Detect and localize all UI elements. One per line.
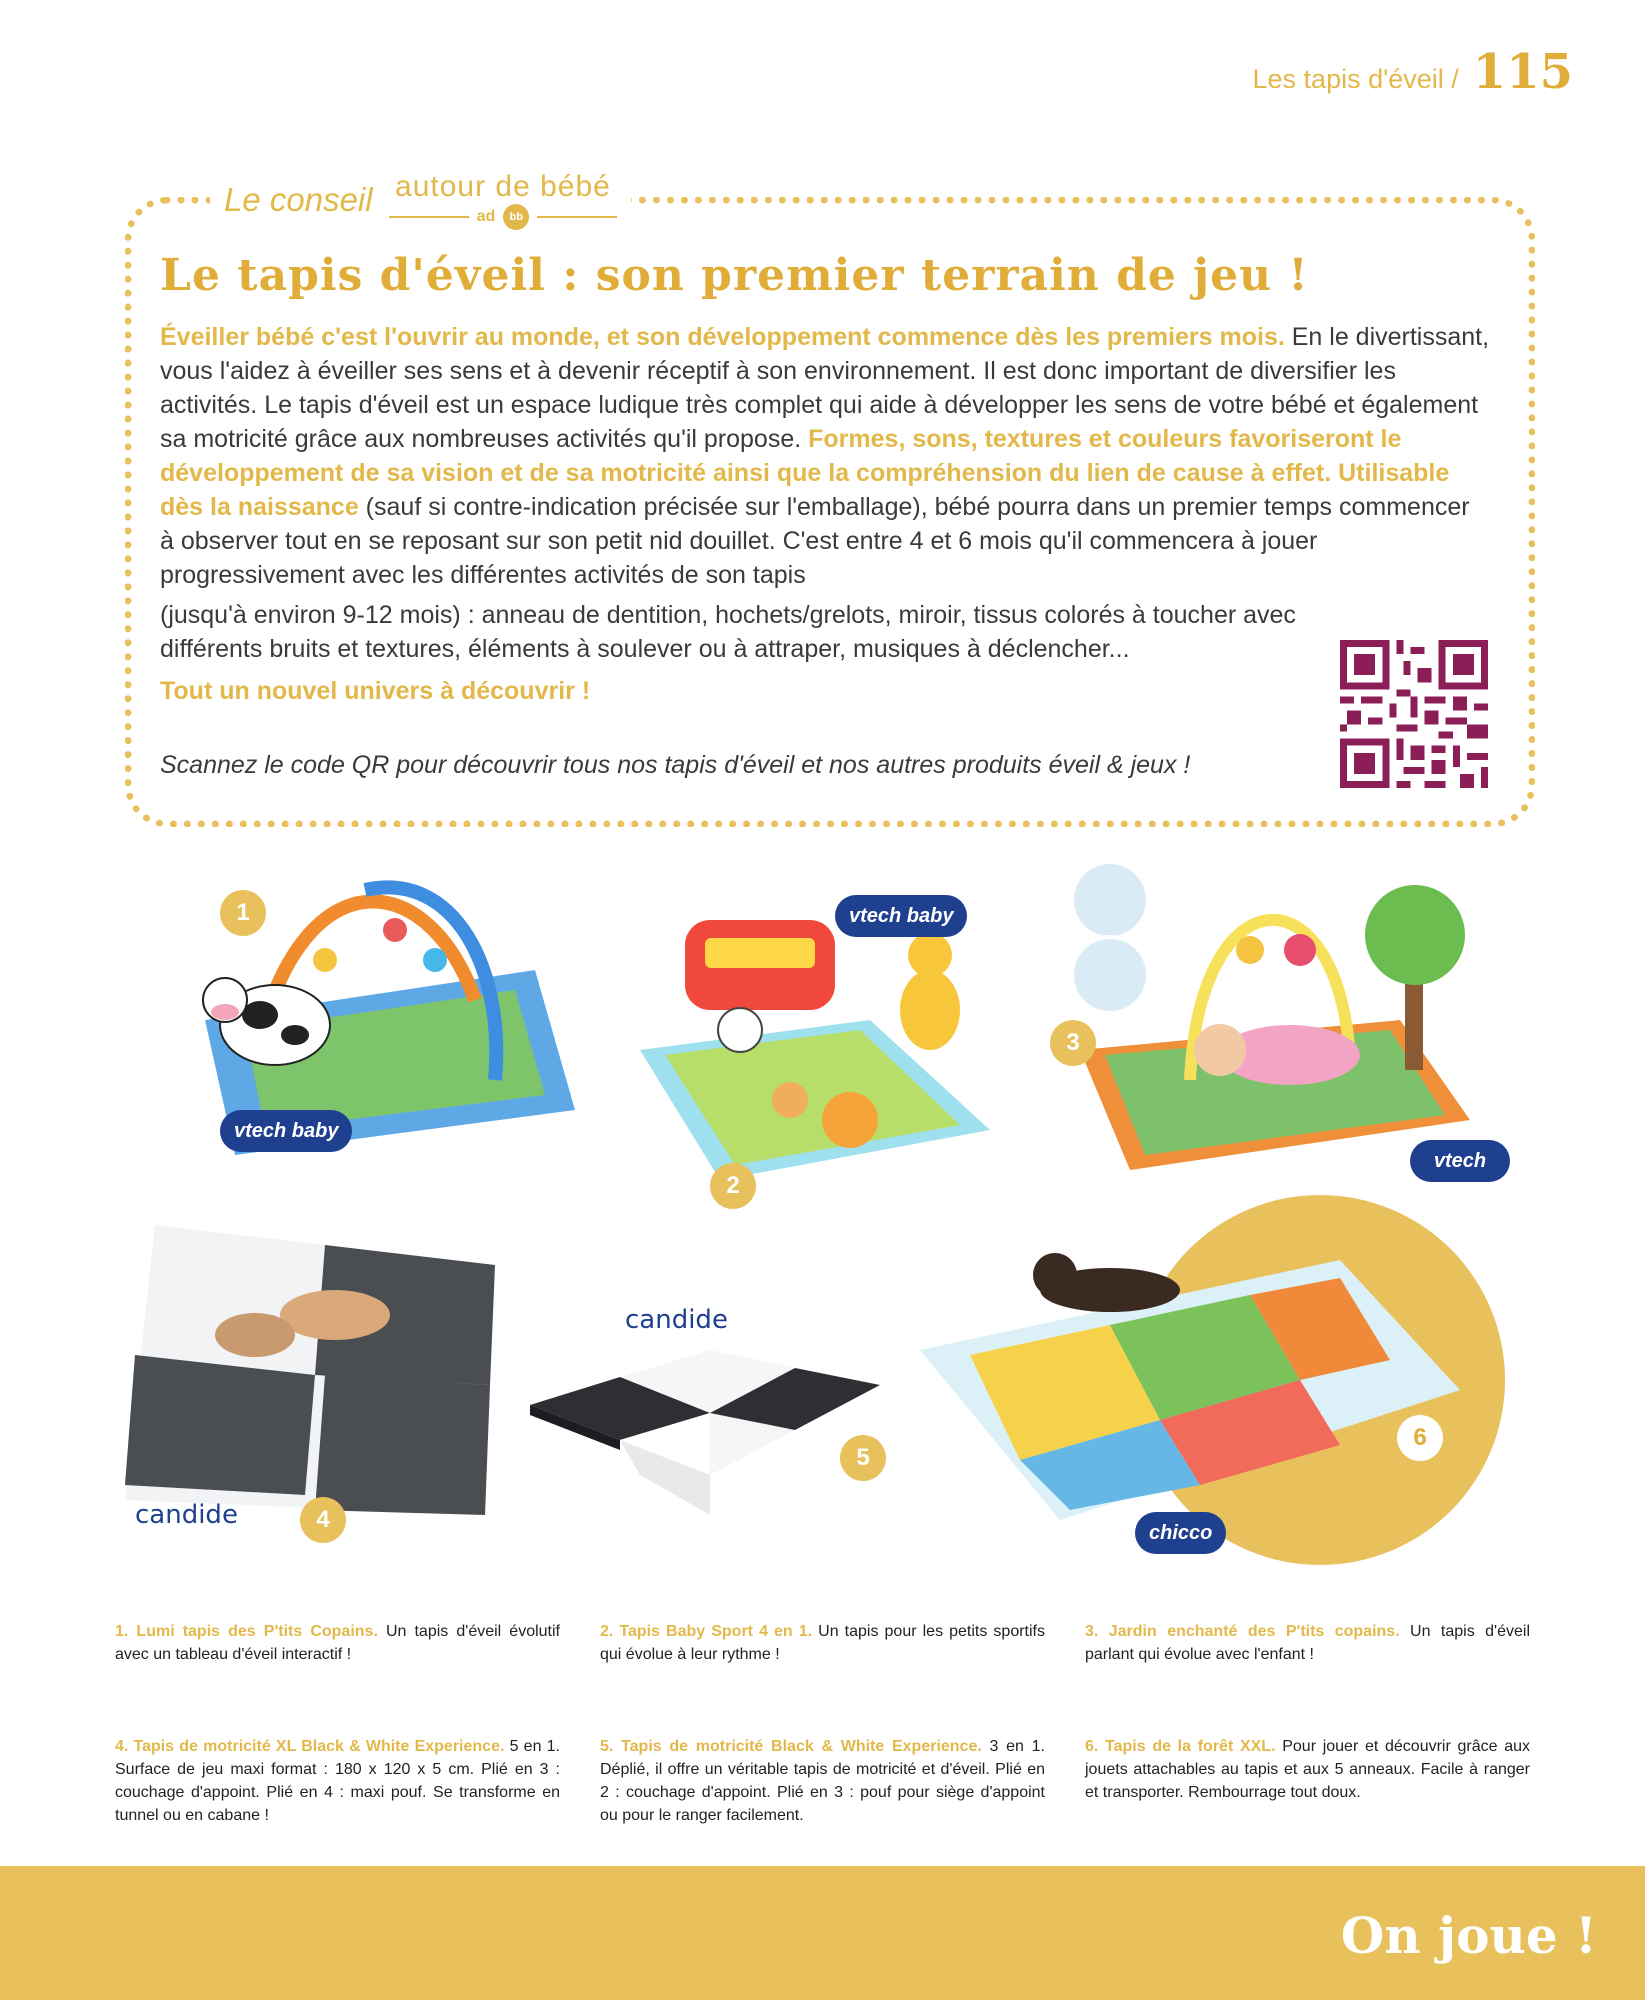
product-3[interactable] (1050, 840, 1510, 1214)
brand-short: ad (476, 208, 496, 225)
product-3-brand-logo: vtech baby (1410, 1140, 1510, 1182)
highlight-usage: Utilisable dès la naissance (160, 459, 1450, 521)
caption-1-text: Un tapis d'éveil évolutif avec un tableau d'éveil interactif ! (115, 1623, 560, 1663)
caption-6-text: Pour jouer et découvrir grâce aux jouets attachables au tapis et aux 5 anneaux. Facile à ranger et transporter. Rembourrage tout doux. (1085, 1738, 1531, 1801)
section-title: Les tapis d'éveil / (1252, 64, 1459, 94)
brand-tagline (389, 204, 618, 230)
caption-4 (115, 1735, 560, 1827)
caption-4-text: 5 en 1. Surface de jeu maxi format : 180 x 120 x 5 cm. Plié en 3 : couchage d'appoint. Plié en 4 : maxi pouf. Se transforme en tunnel ou en cabane ! (115, 1738, 561, 1824)
advice-tagline: Tout un nouvel univers à découvrir ! (160, 677, 591, 705)
product-4-image (115, 1225, 510, 1545)
caption-2 (600, 1620, 1045, 1666)
caption-3-text: Un tapis d'éveil parlant qui évolue avec l'enfant ! (1085, 1623, 1530, 1663)
footer-label: On joue ! (1340, 1906, 1597, 1965)
highlight-intro: Éveiller bébé c'est l'ouvrir au monde, et son développement commence dès les premiers mois. (160, 323, 1285, 351)
body-text-2: (sauf si contre-indication précisée sur l'emballage), bébé pourra dans un premier temps commencer à observer tout en se reposant sur son petit nid douillet. C'est entre 4 et 6 mois qu'il commencera à jouer progressivement avec les différentes activités de son tapis (160, 493, 1470, 589)
caption-2-name: 2. Tapis Baby Sport 4 en 1. (600, 1623, 813, 1640)
product-5[interactable] (520, 1295, 895, 1545)
caption-2-text: Un tapis pour les petits sportifs qui évolue à leur rythme ! (600, 1623, 1045, 1663)
product-5-number: 5 (840, 1435, 886, 1481)
caption-5-text: 3 en 1. Déplié, il offre un véritable tapis de motricité et d'éveil. Plié en 2 : couchage d'appoint. Plié en 3 : pouf pour siège d'appoint ou pour le ranger facilement. (600, 1738, 1045, 1824)
caption-4-name: 4. Tapis de motricité XL Black & White Experience. (115, 1738, 505, 1755)
caption-5-name: 5. Tapis de motricité Black & White Experience. (600, 1738, 982, 1755)
page-header (1253, 44, 1573, 104)
advice-paragraph-1 (160, 320, 1490, 592)
caption-1-name: 1. Lumi tapis des P'tits Copains. (115, 1623, 378, 1640)
product-4-number: 4 (300, 1497, 346, 1543)
caption-1 (115, 1620, 560, 1666)
product-1-brand-logo: vtech baby (220, 1110, 352, 1152)
caption-6 (1085, 1735, 1530, 1804)
advice-title: Le tapis d'éveil : son premier terrain de jeu ! (160, 250, 1309, 301)
product-2-image (610, 880, 1030, 1210)
advice-label (210, 168, 631, 232)
caption-3-name: 3. Jardin enchanté des P'tits copains. (1085, 1623, 1400, 1640)
caption-3 (1085, 1620, 1530, 1666)
product-2-brand-logo: vtech baby (835, 895, 967, 937)
caption-5 (600, 1735, 1045, 1827)
footer-band (0, 1866, 1645, 2000)
brand-badge: bb (503, 204, 529, 230)
qr-instruction: Scannez le code QR pour découvrir tous nos tapis d'éveil et nos autres produits éveil & jeux ! (160, 751, 1191, 779)
advice-body (160, 320, 1490, 782)
product-2[interactable] (610, 880, 1030, 1210)
qr-code-icon[interactable] (1340, 640, 1488, 788)
product-1-number: 1 (220, 890, 266, 936)
page-number: 115 (1472, 44, 1573, 100)
advice-paragraph-2: (jusqu'à environ 9-12 mois) : anneau de dentition, hochets/grelots, miroir, tissus colorés à toucher avec différents bruits et textures, éléments à soulever ou à attraper, musiques à déclencher... (160, 601, 1296, 663)
product-4-brand-logo: candide (135, 1500, 238, 1530)
product-5-brand-logo: candide (625, 1305, 728, 1335)
product-6[interactable] (910, 1230, 1470, 1570)
highlight-senses: Formes, sons, textures et couleurs favoriseront le développement de sa vision et de sa motricité ainsi que la compréhension du lien de cause à effet. (160, 425, 1402, 487)
brand-name: autour de bébé (395, 170, 611, 203)
caption-6-name: 6. Tapis de la forêt XXL. (1085, 1738, 1276, 1755)
product-1[interactable] (175, 850, 595, 1170)
product-6-number: 6 (1397, 1415, 1443, 1461)
product-3-number: 3 (1050, 1020, 1096, 1066)
autour-de-bebe-logo (389, 170, 618, 230)
product-4[interactable] (115, 1225, 510, 1545)
body-text-1: En le divertissant, vous l'aidez à éveiller ses sens et à devenir réceptif à son environnement. Il est donc important de diversifier les activités. Le tapis d'éveil est un espace ludique très complet qui aide à développer les sens de votre bébé et également sa motricité grâce aux nombreuses activités qu'il propose. (160, 323, 1490, 453)
product-6-brand-logo: chicco (1135, 1512, 1226, 1554)
product-2-number: 2 (710, 1163, 756, 1209)
advice-label-text: Le conseil (224, 181, 373, 218)
